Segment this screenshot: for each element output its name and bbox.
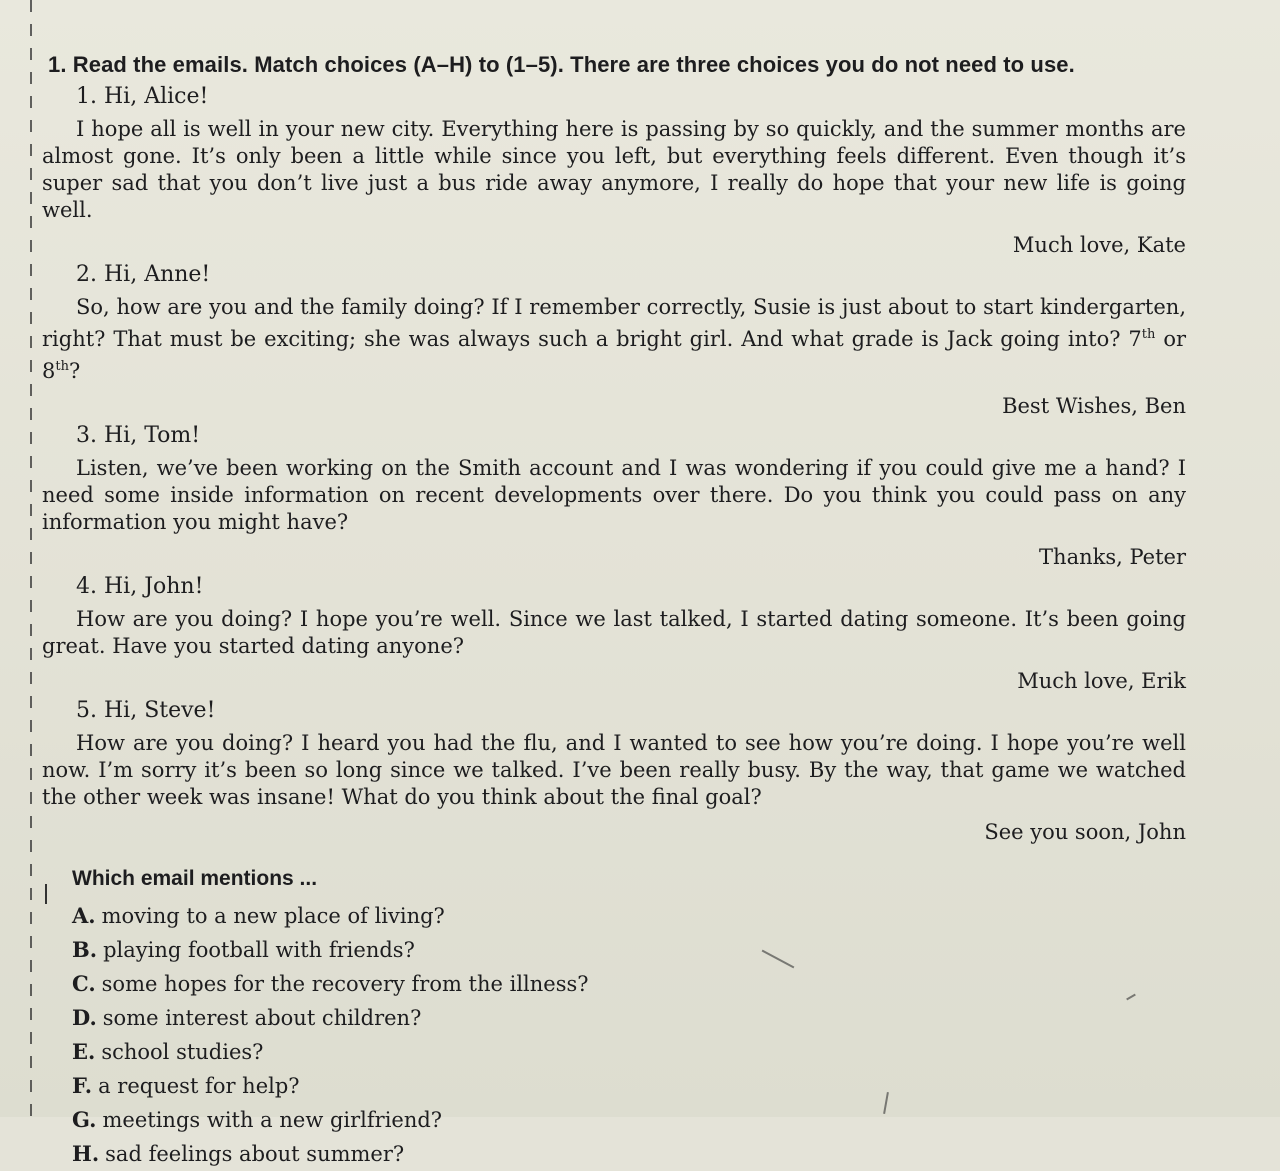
option-h [72,1137,1186,1171]
ordinal-suffix: th [1141,327,1156,342]
option-text: sad feelings about summer? [105,1142,405,1166]
email-signoff: Thanks, Peter [1039,545,1186,569]
email-body: I hope all is well in your new city. Everything here is passing by so quickly, and the summer months are almost gone. It’s only been a little while since you left, but everything feels different. Even though it’s super sad that you don’t live just a bus ride away anymore, I really do hope that your new life is going well. [42,117,1186,222]
option-letter: F. [72,1073,93,1098]
option-letter: G. [72,1107,97,1132]
email-greeting: 3. Hi, Tom! [76,423,201,448]
dashed-cut-line [30,0,32,1117]
option-letter: A. [72,903,96,928]
option-text: some interest about children? [102,1006,422,1030]
option-d [72,1001,1186,1035]
email-3 [42,421,1186,570]
email-signoff: Much love, Kate [1012,233,1186,257]
option-text: playing football with friends? [103,938,415,962]
email-2 [42,260,1186,419]
email-body [42,294,1186,385]
option-text: a request for help? [98,1074,300,1098]
email-body: How are you doing? I hope you’re well. Since we last talked, I started dating someone. It’s been going great. Have you started dating anyone? [42,607,1186,658]
option-letter: H. [72,1141,100,1166]
email-signoff: See you soon, John [984,820,1186,844]
email-body-part: ? [68,359,81,383]
ordinal-suffix: th [55,359,69,374]
email-5 [42,696,1186,845]
answer-options [72,899,1186,1171]
option-text: meetings with a new girlfriend? [102,1108,443,1132]
email-signoff: Much love, Erik [1017,669,1186,693]
exercise-content [42,52,1186,1171]
email-body: Listen, we’ve been working on the Smith account and I was wondering if you could give me a hand? I need some inside information on recent developments over there. Do you think you could pass on any information you might have? [42,456,1186,534]
email-1 [42,82,1186,258]
email-body-part: or 8 [42,327,1187,383]
email-body-part: So, how are you and the family doing? If I remember correctly, Susie is just about to start kindergarten, right? That must be exciting; she was always such a bright girl. And what grade is Jack going into? 7 [42,295,1186,351]
option-letter: B. [72,937,98,962]
option-text: some hopes for the recovery from the illness? [101,972,589,996]
option-letter: D. [72,1005,97,1030]
option-b [72,933,1186,967]
option-text: moving to a new place of living? [101,904,445,928]
task-title: 1. Read the emails. Match choices (A–H) to (1–5). There are three choices you do not need to use. [48,52,1075,77]
email-4 [42,572,1186,694]
email-greeting: 4. Hi, John! [76,574,204,599]
email-greeting: 2. Hi, Anne! [76,262,211,287]
option-text: school studies? [101,1040,264,1064]
option-c [72,967,1186,1001]
option-letter: C. [72,971,96,996]
option-a [72,899,1186,933]
email-greeting: 5. Hi, Steve! [76,698,216,723]
option-letter: E. [72,1039,96,1064]
email-greeting: 1. Hi, Alice! [76,84,209,109]
option-f [72,1069,1186,1103]
question-heading: Which email mentions ... [72,867,318,890]
email-signoff: Best Wishes, Ben [1002,394,1186,418]
option-g [72,1103,1186,1137]
email-body: How are you doing? I heard you had the flu, and I wanted to see how you’re doing. I hope you’re well now. I’m sorry it’s been so long since we talked. I’ve been really busy. By the way, that game we watched the other week was insane! What do you think about the final goal? [42,731,1186,809]
option-e [72,1035,1186,1069]
pencil-mark [45,884,47,904]
